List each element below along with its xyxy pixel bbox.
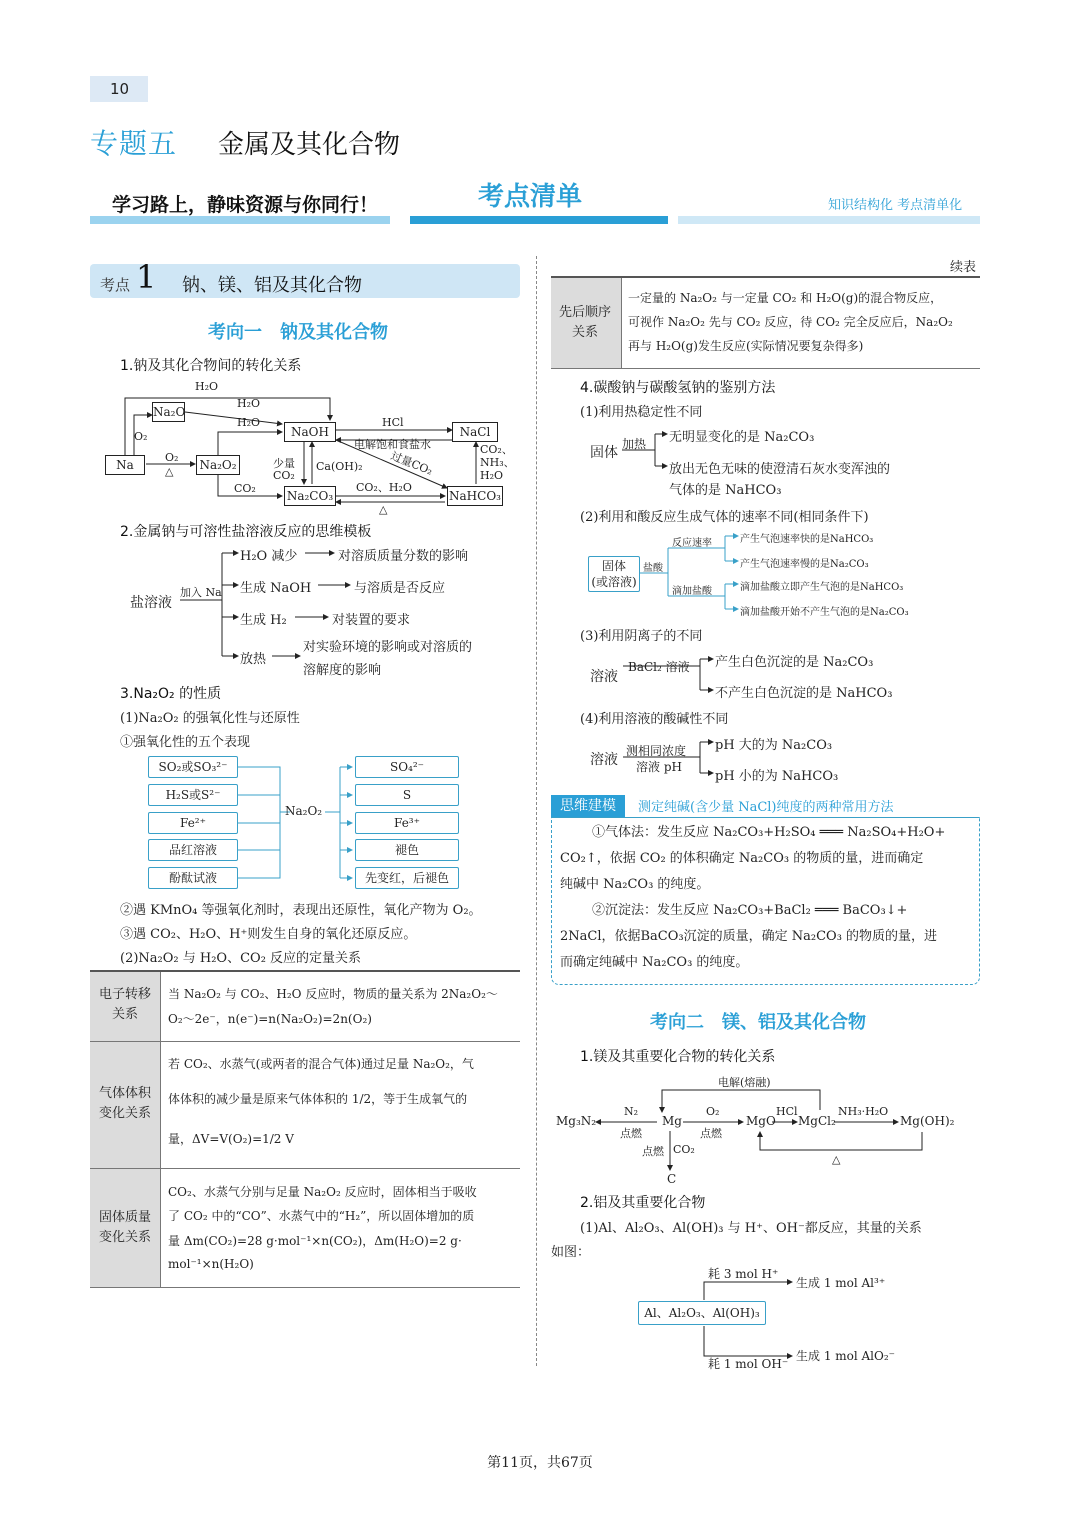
- template-r3b: 对装置的要求: [332, 613, 411, 628]
- node-nahco3: NaHCO₃: [447, 486, 503, 506]
- oxid-right-2: S: [355, 784, 459, 806]
- m4-test-2: 溶液 pH: [636, 760, 682, 774]
- mg-dianran2: 点燃: [700, 1127, 722, 1140]
- method-3-title: (3)利用阴离子的不同: [580, 629, 703, 644]
- al-bottom-label: 耗 1 mol OH⁻: [708, 1357, 789, 1371]
- section-3-title: 3.Na₂O₂ 的性质: [120, 686, 222, 702]
- m2-result-d: 滴加盐酸开始不产生气泡的是Na₂CO₃: [740, 607, 909, 618]
- table-row-3-line-4: mol⁻¹×n(H₂O): [168, 1257, 254, 1271]
- oxid-right-3: Fe³⁺: [355, 812, 459, 834]
- kx2-title: 考向二 镁、铝及其化合物: [650, 1012, 866, 1033]
- al-box: Al、Al₂O₃、Al(OH)₃: [638, 1301, 766, 1325]
- kaodian-title: 钠、镁、铝及其化合物: [182, 275, 362, 296]
- oxid-left-4: 品红溶液: [148, 839, 238, 861]
- m4-result-b: pH 小的为 NaHCO₃: [715, 769, 839, 784]
- think-line-1: ①气体法：发生反应 Na₂CO₃+H₂SO₄ ═══ Na₂SO₄+H₂O+: [592, 825, 946, 840]
- mg-elec: 电解(熔融): [718, 1076, 771, 1089]
- node-naoh: NaOH: [284, 422, 336, 442]
- mg-mgcl2: MgCl₂: [798, 1114, 836, 1128]
- kaodian-label: 考点: [100, 276, 131, 294]
- oxid-right-4: 褪色: [355, 839, 459, 861]
- al-line-2: 如图：: [551, 1245, 591, 1260]
- m2-box-1: 固体: [601, 559, 626, 573]
- oxid-left-5: 酚酞试液: [148, 867, 238, 889]
- al-top-result: 生成 1 mol Al³⁺: [796, 1276, 886, 1290]
- lbl-hcl: HCl: [382, 416, 404, 429]
- template-r4b: 对实验环境的影响或对溶质的: [303, 640, 473, 655]
- node-na2co3: Na₂CO₃: [284, 486, 336, 506]
- oxid-left-3: Fe²⁺: [148, 812, 238, 834]
- lbl-co2: CO₂: [234, 482, 256, 495]
- oxid-right-1: SO₄²⁻: [355, 756, 459, 778]
- section-4-title: 4.碳酸钠与碳酸氢钠的鉴别方法: [580, 380, 776, 396]
- table-row-2-line-3: 量，ΔV=V(O₂)=1/2 V: [168, 1132, 294, 1146]
- lbl-co2-h2o: CO₂、H₂O: [356, 481, 412, 494]
- mg-mgoh2: Mg(OH)₂: [900, 1114, 955, 1128]
- mg-mg3n2: Mg₃N₂: [556, 1114, 597, 1128]
- table-row-3-head: 固体质量变化关系: [98, 1210, 151, 1245]
- m2-result-c: 滴加盐酸立即产生气泡的是NaHCO₃: [740, 582, 904, 593]
- section-3-2: ②遇 KMnO₄ 等强氧化剂时，表现出还原性，氧化产物为 O₂。: [120, 903, 482, 918]
- oxid-left-2: H₂S或S²⁻: [148, 784, 238, 806]
- lbl-delta1: △: [165, 465, 174, 478]
- lbl-o2-mid: O₂: [165, 451, 179, 464]
- m2-result-a: 产生气泡速率快的是NaHCO₃: [740, 534, 874, 545]
- al-top-label: 耗 3 mol H⁺: [708, 1267, 779, 1281]
- banner-title: 考点清单: [478, 182, 583, 212]
- template-r4c: 溶解度的影响: [303, 663, 382, 678]
- m2-result-b: 产生气泡速率慢的是Na₂CO₃: [740, 559, 869, 570]
- template-add: 加入 Na: [180, 586, 222, 599]
- kx1-title: 考向一 钠及其化合物: [208, 322, 388, 343]
- lbl-o2-left: O₂: [134, 430, 148, 443]
- think-line-4: ②沉淀法：发生反应 Na₂CO₃+BaCl₂ ═══ BaCO₃↓+: [592, 903, 908, 918]
- cont-line-3: 再与 H₂O(g)发生反应(实际情况要复杂得多): [628, 339, 864, 353]
- m2-drop: 滴加盐酸: [672, 586, 712, 597]
- al-line-1: (1)Al、Al₂O₃、Al(OH)₃ 与 H⁺、OH⁻都反应，其量的关系: [580, 1221, 922, 1236]
- mg-section-title: 1.镁及其重要化合物的转化关系: [580, 1049, 776, 1065]
- table-row-1-line-2: O₂～2e⁻，n(e⁻)=n(Na₂O₂)=2n(O₂): [168, 1012, 372, 1026]
- mg-o2: O₂: [706, 1105, 720, 1118]
- topic-title: 金属及其化合物: [218, 130, 401, 160]
- table-row-3-line-2: 了 CO₂ 中的“CO”、水蒸气中的“H₂”，所以固体增加的质: [168, 1209, 475, 1223]
- template-r4: 放热: [240, 652, 267, 667]
- mg-nh3: NH₃·H₂O: [838, 1105, 889, 1118]
- mg-co2: CO₂: [673, 1143, 695, 1156]
- node-na2o: Na₂O: [152, 402, 185, 422]
- think-line-5: 2NaCl，依据BaCO₃沉淀的质量，确定 Na₂CO₃ 的物质的量，进: [560, 929, 938, 944]
- m3-result-a: 产生白色沉淀的是 Na₂CO₃: [715, 655, 874, 670]
- mg-n2: N₂: [624, 1105, 639, 1118]
- lbl-h2o-b: H₂O: [237, 416, 261, 429]
- m1-heat: 加热: [622, 437, 647, 451]
- section-3-3: ③遇 CO₂、H₂O、H⁺则发生自身的氧化还原反应。: [120, 927, 417, 942]
- lbl-co2-b: CO₂: [273, 469, 295, 482]
- cont-line-2: 可视作 Na₂O₂ 先与 CO₂ 反应，待 CO₂ 完全反应后，Na₂O₂: [628, 315, 953, 329]
- topic-number: 专题五: [90, 127, 178, 160]
- table-row-2-line-1: 若 CO₂、水蒸气(或两者的混合气体)通过足量 Na₂O₂，气: [168, 1057, 474, 1071]
- think-label: 思维建模: [551, 795, 625, 817]
- lbl-h2o-top: H₂O: [195, 380, 219, 393]
- lbl-shaoliang: 少量: [273, 457, 295, 470]
- template-r3: 生成 H₂: [240, 613, 287, 628]
- think-line-6: 而确定纯碱中 Na₂CO₃ 的纯度。: [560, 955, 749, 970]
- banner-subtitle: 知识结构化 考点清单化: [828, 198, 963, 213]
- m3-result-b: 不产生白色沉淀的是 NaHCO₃: [715, 686, 893, 701]
- think-line-3: 纯碱中 Na₂CO₃ 的纯度。: [560, 877, 710, 892]
- mg-dianran1: 点燃: [620, 1127, 642, 1140]
- table-row-3-line-3: 量 Δm(CO₂)=28 g·mol⁻¹×n(CO₂)，Δm(H₂O)=2 g·: [168, 1234, 462, 1248]
- m3-reagent: BaCl₂ 溶液: [628, 660, 690, 674]
- lbl-right: CO₂、NH₃、H₂O: [480, 443, 515, 482]
- slogan: 学习路上，静味资源与你同行！: [112, 194, 379, 216]
- lbl-guoliang: 过量CO₂: [388, 449, 435, 478]
- al-bottom-result: 生成 1 mol AlO₂⁻: [796, 1349, 896, 1363]
- m1-result-c: 气体的是 NaHCO₃: [669, 483, 782, 498]
- template-r1: H₂O 减少: [240, 549, 298, 564]
- table-row-3-line-1: CO₂、水蒸气分别与足量 Na₂O₂ 反应时，固体相当于吸收: [168, 1185, 477, 1199]
- method-2-title: (2)利用和酸反应生成气体的速率不同(相同条件下): [580, 510, 869, 525]
- cont-head: 先后顺序关系: [558, 305, 611, 340]
- cont-line-1: 一定量的 Na₂O₂ 与一定量 CO₂ 和 H₂O(g)的混合物反应，: [628, 291, 943, 305]
- mg-hcl: HCl: [776, 1105, 798, 1118]
- m1-result-b: 放出无色无味的使澄清石灰水变浑浊的: [669, 462, 891, 477]
- m1-result-a: 无明显变化的是 Na₂CO₃: [669, 430, 815, 445]
- mg-dianran3: 点燃: [642, 1145, 664, 1158]
- oxid-center: Na₂O₂: [285, 804, 323, 818]
- page-footer: 第11页，共67页: [487, 1455, 593, 1471]
- m1-solid: 固体: [590, 445, 618, 461]
- m4-test-1: 测相同浓度: [626, 744, 687, 758]
- method-1-title: (1)利用热稳定性不同: [580, 405, 703, 420]
- node-na: Na: [105, 455, 145, 475]
- table-row-2-line-2: 体体积的减少量是原来气体体积的 1/2，等于生成氧气的: [168, 1092, 468, 1106]
- section-2-title: 2.金属钠与可溶性盐溶液反应的思维模板: [120, 524, 372, 540]
- table-row-2-head: 气体体积变化关系: [98, 1086, 151, 1121]
- template-r2: 生成 NaOH: [240, 581, 312, 596]
- template-left: 盐溶液: [130, 595, 172, 611]
- mg-c: C: [667, 1172, 677, 1186]
- mg-mgo: MgO: [746, 1114, 776, 1128]
- mg-mg: Mg: [662, 1114, 682, 1128]
- section-3-4: (2)Na₂O₂ 与 H₂O、CO₂ 反应的定量关系: [120, 951, 362, 966]
- xubiao: 续表: [950, 260, 977, 275]
- m2-acid: 盐酸: [643, 563, 663, 574]
- page-number: 10: [90, 76, 148, 102]
- section-3-1a: ①强氧化性的五个表现: [120, 735, 251, 750]
- think-line-2: CO₂↑，依据 CO₂ 的体积确定 Na₂CO₃ 的物质的量，进而确定: [560, 851, 924, 866]
- m4-solution: 溶液: [590, 752, 618, 768]
- lbl-delta2: △: [379, 503, 388, 516]
- oxid-left-1: SO₂或SO₃²⁻: [148, 756, 238, 778]
- m2-box-2: (或溶液): [591, 575, 637, 589]
- method-4-title: (4)利用溶液的酸碱性不同: [580, 712, 729, 727]
- lbl-caoh2: Ca(OH)₂: [316, 460, 363, 473]
- template-r1b: 对溶质质量分数的影响: [338, 549, 469, 564]
- m4-result-a: pH 大的为 Na₂CO₃: [715, 738, 833, 753]
- mg-delta: △: [832, 1153, 841, 1166]
- node-nacl: NaCl: [452, 422, 498, 442]
- al-section-title: 2.铝及其重要化合物: [580, 1195, 706, 1211]
- table-row-1-head: 电子转移关系: [98, 987, 151, 1022]
- template-r2b: 与溶质是否反应: [354, 581, 446, 596]
- node-na2o2: Na₂O₂: [196, 455, 240, 475]
- lbl-elec: 电解饱和食盐水: [354, 438, 431, 451]
- table-row-1-line-1: 当 Na₂O₂ 与 CO₂、H₂O 反应时，物质的量关系为 2Na₂O₂～: [168, 987, 498, 1001]
- m2-rate: 反应速率: [672, 538, 712, 549]
- section-1-title: 1.钠及其化合物间的转化关系: [120, 358, 302, 374]
- kaodian-number: 1: [136, 258, 157, 296]
- lbl-h2o-a: H₂O: [237, 397, 261, 410]
- think-title: 测定纯碱(含少量 NaCl)纯度的两种常用方法: [638, 800, 894, 815]
- oxid-right-5: 先变红，后褪色: [355, 867, 459, 889]
- section-3-1: (1)Na₂O₂ 的强氧化性与还原性: [120, 711, 300, 726]
- m3-solution: 溶液: [590, 669, 618, 685]
